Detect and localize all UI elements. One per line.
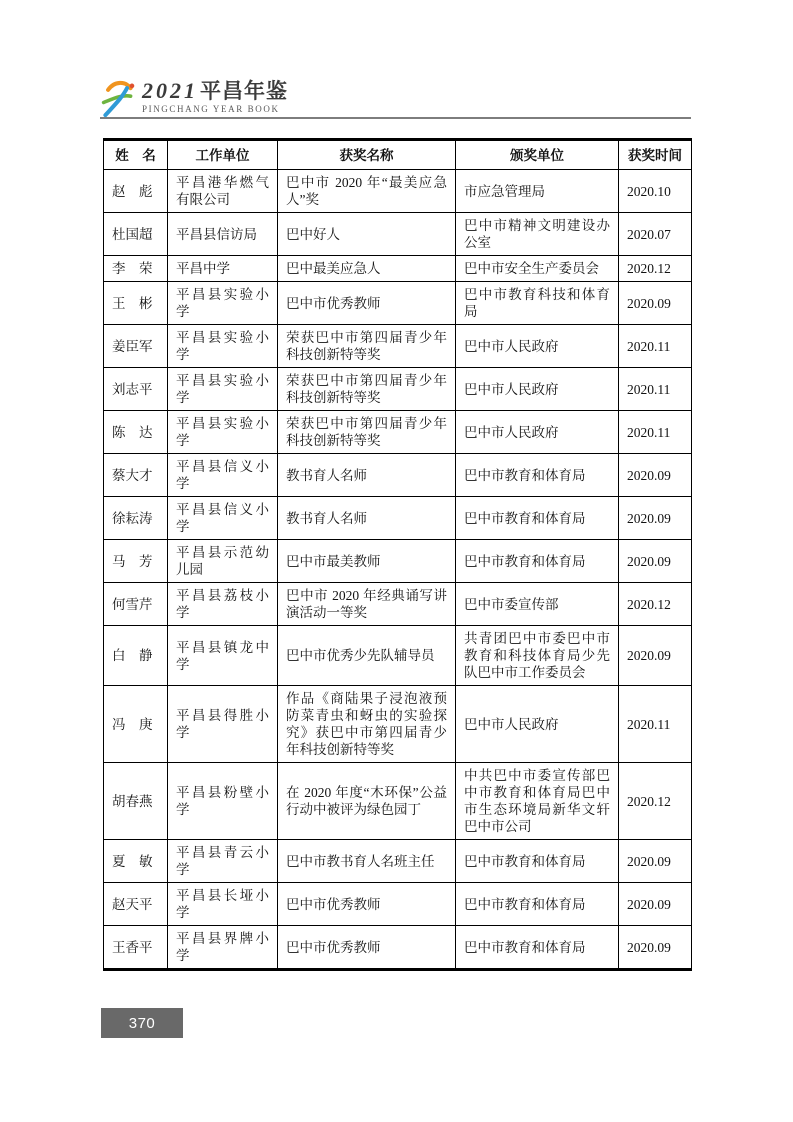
cell-date: 2020.07: [619, 213, 692, 256]
cell-date: 2020.09: [619, 840, 692, 883]
table-row: [104, 497, 692, 540]
cell-work_unit: 平昌县荔枝小学: [168, 583, 278, 626]
cell-name: 何雪芹: [104, 583, 168, 626]
cell-name: 蔡大才: [104, 454, 168, 497]
cell-name: 刘志平: [104, 368, 168, 411]
column-header-name: 姓 名: [104, 140, 168, 170]
table-row: [104, 626, 692, 686]
cell-name: 姜臣军: [104, 325, 168, 368]
cell-issuer: 共青团巴中市委巴中市教育和科技体育局少先队巴中市工作委员会: [456, 626, 619, 686]
cell-issuer: 巴中市教育和体育局: [456, 497, 619, 540]
cell-work_unit: 平昌港华燃气有限公司: [168, 170, 278, 213]
cell-award: 巴中市优秀教师: [278, 926, 456, 970]
cell-issuer: 巴中市教育和体育局: [456, 454, 619, 497]
cell-date: 2020.12: [619, 256, 692, 282]
cell-issuer: 巴中市教育和体育局: [456, 926, 619, 970]
column-header-date: 获奖时间: [619, 140, 692, 170]
cell-date: 2020.09: [619, 454, 692, 497]
column-header-award: 获奖名称: [278, 140, 456, 170]
table-row: [104, 368, 692, 411]
cell-award: 在 2020 年度“木环保”公益行动中被评为绿色园丁: [278, 763, 456, 840]
cell-issuer: 巴中市委宣传部: [456, 583, 619, 626]
logo-year: 2021: [142, 78, 198, 103]
cell-work_unit: 平昌县信访局: [168, 213, 278, 256]
cell-work_unit: 平昌县实验小学: [168, 282, 278, 325]
cell-name: 夏 敏: [104, 840, 168, 883]
awards-table-body: [104, 170, 692, 970]
cell-issuer: 巴中市人民政府: [456, 368, 619, 411]
table-row: [104, 883, 692, 926]
table-row: [104, 926, 692, 970]
table-row: [104, 213, 692, 256]
cell-issuer: 巴中市安全生产委员会: [456, 256, 619, 282]
cell-issuer: 巴中市人民政府: [456, 411, 619, 454]
cell-work_unit: 平昌中学: [168, 256, 278, 282]
cell-name: 徐耘涛: [104, 497, 168, 540]
table-row: [104, 170, 692, 213]
awards-table-head: [104, 140, 692, 170]
yearbook-logo-icon: [100, 78, 136, 118]
table-row: [104, 583, 692, 626]
cell-work_unit: 平昌县粉壁小学: [168, 763, 278, 840]
cell-award: 教书育人名师: [278, 454, 456, 497]
cell-date: 2020.09: [619, 497, 692, 540]
cell-issuer: 巴中市精神文明建设办公室: [456, 213, 619, 256]
table-row: [104, 411, 692, 454]
cell-issuer: 巴中市人民政府: [456, 325, 619, 368]
cell-award: 巴中市优秀教师: [278, 883, 456, 926]
cell-award: 作品《商陆果子浸泡液预防菜青虫和蚜虫的实验探究》获巴中市第四届青少年科技创新特等奖: [278, 686, 456, 763]
logo-subtitle: PINGCHANG YEAR BOOK: [142, 104, 280, 114]
cell-date: 2020.12: [619, 763, 692, 840]
cell-work_unit: 平昌县实验小学: [168, 411, 278, 454]
header-divider: [100, 117, 691, 119]
cell-name: 杜国超: [104, 213, 168, 256]
page-header: [100, 80, 288, 118]
cell-date: 2020.09: [619, 282, 692, 325]
awards-table-header-row: [104, 140, 692, 170]
cell-award: 荣获巴中市第四届青少年科技创新特等奖: [278, 411, 456, 454]
cell-award: 巴中好人: [278, 213, 456, 256]
cell-work_unit: 平昌县示范幼儿园: [168, 540, 278, 583]
awards-table: [103, 138, 692, 971]
yearbook-logo-text: [142, 80, 288, 115]
cell-work_unit: 平昌县界牌小学: [168, 926, 278, 970]
cell-work_unit: 平昌县镇龙中学: [168, 626, 278, 686]
cell-date: 2020.09: [619, 926, 692, 970]
table-row: [104, 282, 692, 325]
cell-date: 2020.11: [619, 368, 692, 411]
cell-name: 陈 达: [104, 411, 168, 454]
cell-work_unit: 平昌县信义小学: [168, 497, 278, 540]
cell-name: 胡春燕: [104, 763, 168, 840]
cell-date: 2020.11: [619, 325, 692, 368]
column-header-issuer: 颁奖单位: [456, 140, 619, 170]
cell-work_unit: 平昌县得胜小学: [168, 686, 278, 763]
table-row: [104, 325, 692, 368]
cell-name: 冯 庚: [104, 686, 168, 763]
cell-date: 2020.09: [619, 540, 692, 583]
cell-date: 2020.11: [619, 686, 692, 763]
cell-issuer: 中共巴中市委宣传部巴中市教育和体育局巴中市生态环境局新华文轩巴中市公司: [456, 763, 619, 840]
cell-date: 2020.12: [619, 583, 692, 626]
cell-award: 巴中市 2020 年经典诵写讲演活动一等奖: [278, 583, 456, 626]
logo-title: [142, 80, 288, 102]
table-row: [104, 763, 692, 840]
cell-issuer: 巴中市教育和体育局: [456, 840, 619, 883]
table-row: [104, 686, 692, 763]
cell-name: 白 静: [104, 626, 168, 686]
page-number-box: [101, 1008, 183, 1038]
cell-work_unit: 平昌县长垭小学: [168, 883, 278, 926]
cell-date: 2020.09: [619, 883, 692, 926]
cell-issuer: 市应急管理局: [456, 170, 619, 213]
column-header-work_unit: 工作单位: [168, 140, 278, 170]
cell-name: 马 芳: [104, 540, 168, 583]
cell-name: 赵 彪: [104, 170, 168, 213]
cell-award: 荣获巴中市第四届青少年科技创新特等奖: [278, 368, 456, 411]
cell-award: 巴中市 2020 年“最美应急人”奖: [278, 170, 456, 213]
logo-title-cn: 平昌年鉴: [200, 79, 288, 103]
table-row: [104, 256, 692, 282]
cell-work_unit: 平昌县实验小学: [168, 325, 278, 368]
cell-name: 王 彬: [104, 282, 168, 325]
cell-issuer: 巴中市人民政府: [456, 686, 619, 763]
cell-work_unit: 平昌县信义小学: [168, 454, 278, 497]
cell-date: 2020.11: [619, 411, 692, 454]
cell-name: 赵天平: [104, 883, 168, 926]
cell-date: 2020.10: [619, 170, 692, 213]
cell-award: 巴中市教书育人名班主任: [278, 840, 456, 883]
cell-award: 巴中市最美教师: [278, 540, 456, 583]
cell-name: 王香平: [104, 926, 168, 970]
cell-award: 巴中最美应急人: [278, 256, 456, 282]
cell-work_unit: 平昌县青云小学: [168, 840, 278, 883]
cell-award: 巴中市优秀教师: [278, 282, 456, 325]
cell-issuer: 巴中市教育科技和体育局: [456, 282, 619, 325]
cell-name: 李 荣: [104, 256, 168, 282]
table-row: [104, 454, 692, 497]
table-row: [104, 540, 692, 583]
page-number: 370: [128, 1014, 156, 1032]
cell-issuer: 巴中市教育和体育局: [456, 540, 619, 583]
cell-work_unit: 平昌县实验小学: [168, 368, 278, 411]
cell-award: 教书育人名师: [278, 497, 456, 540]
cell-award: 荣获巴中市第四届青少年科技创新特等奖: [278, 325, 456, 368]
cell-award: 巴中市优秀少先队辅导员: [278, 626, 456, 686]
cell-issuer: 巴中市教育和体育局: [456, 883, 619, 926]
cell-date: 2020.09: [619, 626, 692, 686]
table-row: [104, 840, 692, 883]
